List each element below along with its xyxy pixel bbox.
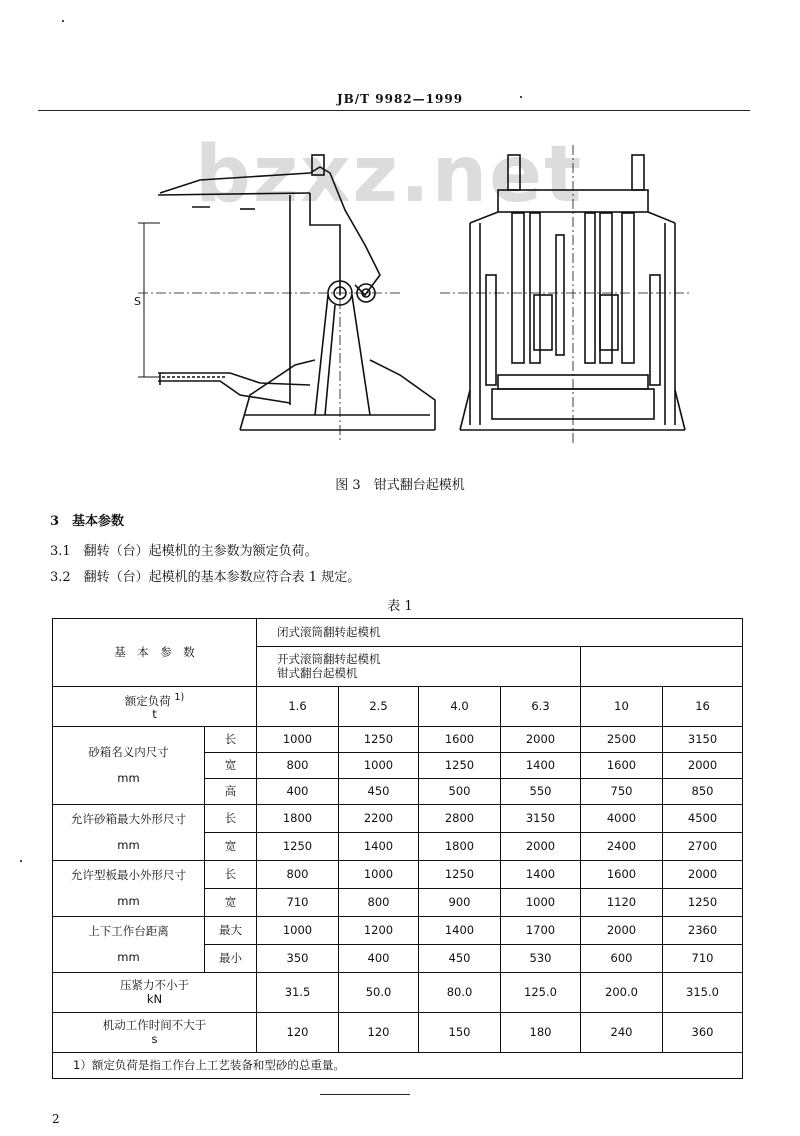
label-working-time [53,1013,257,1053]
table-cell: 10 [581,687,663,727]
table-cell: 31.5 [257,973,339,1013]
table-cell: 2000 [501,727,581,753]
side-view-drawing [138,155,435,440]
clause-3-1: 3.1 翻转（台）起模机的主参数为额定负荷。 [50,544,318,559]
table-caption: 表 1 [387,599,413,614]
table-cell: 550 [501,779,581,805]
footnote-mark: 1) [174,691,185,703]
table-cell: 1700 [501,917,581,945]
table-cell: 400 [339,945,419,973]
group-header-line-2: 钳式翻台起模机 [277,665,358,680]
cell-text: 上下工作台距离 [88,923,169,938]
footer-rule [320,1094,410,1095]
table-cell: 长 [205,805,257,833]
table-cell: 360 [663,1013,743,1053]
front-view-drawing [440,145,690,445]
table-cell: 高 [205,779,257,805]
label-max-flask [53,805,205,861]
table-cell: 120 [339,1013,419,1053]
document-code: JB/T 9982—1999 [336,92,464,106]
label-min-plate [53,861,205,917]
table-cell: 1250 [339,727,419,753]
table-cell: 1400 [419,917,501,945]
table-cell: 710 [663,945,743,973]
parameters-table [52,618,743,1079]
table-cell: 长 [205,861,257,889]
cell-text: mm [117,838,140,853]
table-cell: 710 [257,889,339,917]
table-cell: 900 [419,889,501,917]
table-cell: 2360 [663,917,743,945]
table-cell: 1120 [581,889,663,917]
row-flask-length [53,727,743,753]
table-cell: 1250 [257,833,339,861]
table-cell: 1600 [581,753,663,779]
header-rule [38,110,750,111]
row-distance-max [53,917,743,945]
table-footnote: 1）额定负荷是指工作台上工艺装备和型砂的总重量。 [53,1053,743,1079]
table-cell: 1250 [419,861,501,889]
table-cell: 宽 [205,833,257,861]
table-cell: 800 [257,861,339,889]
table-cell: 240 [581,1013,663,1053]
table-cell: 120 [257,1013,339,1053]
table-cell: 350 [257,945,339,973]
table-cell: 1000 [257,917,339,945]
cell-text: mm [117,771,140,786]
cell-text: mm [117,894,140,909]
table-cell: 850 [663,779,743,805]
label-flask-size [53,727,205,805]
table-cell: 最大 [205,917,257,945]
section-title: 3 基本参数 [50,514,125,529]
row-max-flask-length [53,805,743,833]
table-cell: 150 [419,1013,501,1053]
table-cell: 450 [419,945,501,973]
table-cell: 800 [339,889,419,917]
table-cell: 2200 [339,805,419,833]
table-cell: 最小 [205,945,257,973]
table-cell: 50.0 [339,973,419,1013]
table-cell: 4000 [581,805,663,833]
table-cell: 1600 [581,861,663,889]
table-cell: 16 [663,687,743,727]
table-cell: 2000 [581,917,663,945]
table-cell: 800 [257,753,339,779]
row-footnote [53,1053,743,1079]
cell-text: 允许砂箱最大外形尺寸 [71,811,186,826]
table-cell: 1000 [339,753,419,779]
table-cell: 1600 [419,727,501,753]
clause-3-2: 3.2 翻转（台）起模机的基本参数应符合表 1 规定。 [50,570,361,585]
table-cell: 2800 [419,805,501,833]
technical-drawing [130,145,690,445]
cell-text: 额定负荷 [124,693,171,708]
table-cell: 1400 [501,861,581,889]
figure-caption: 图 3 钳式翻台起模机 [335,478,465,493]
page-number: 2 [52,1112,60,1126]
row-min-plate-length [53,861,743,889]
table-cell: 宽 [205,889,257,917]
table-cell: 1.6 [257,687,339,727]
cell-text: mm [117,950,140,965]
table-cell: 3150 [501,805,581,833]
cell-text: s [151,1031,158,1046]
table-cell: 1800 [257,805,339,833]
cell-text: 机动工作时间不大于 [102,1018,207,1033]
scan-speck [62,20,64,22]
table-cell: 2000 [663,861,743,889]
table-cell: 4.0 [419,687,501,727]
table-cell: 1400 [339,833,419,861]
group-header-blank [581,647,743,687]
table-cell: 2700 [663,833,743,861]
table-cell: 500 [419,779,501,805]
table-cell: 1400 [501,753,581,779]
cell-text: 压紧力不小于 [120,978,189,993]
table-cell: 400 [257,779,339,805]
group-header-line-1: 开式滚筒翻转起模机 [277,652,381,667]
table-cell: 3150 [663,727,743,753]
group-header-open-drum-pincer [257,647,581,687]
cell-text: 砂箱名义内尺寸 [88,744,169,759]
table-cell: 1200 [339,917,419,945]
cell-text: 允许型板最小外形尺寸 [71,867,186,882]
table-cell: 750 [581,779,663,805]
row-working-time [53,1013,743,1053]
cell-text: t [152,706,157,721]
scan-speck [20,860,22,862]
table-cell: 6.3 [501,687,581,727]
table-cell: 2000 [501,833,581,861]
table-cell: 180 [501,1013,581,1053]
table-cell: 600 [581,945,663,973]
table-cell: 450 [339,779,419,805]
param-header: 基 本 参 数 [53,619,257,687]
table-cell: 315.0 [663,973,743,1013]
watermark: bzxz.net [195,130,584,220]
cell-text: kN [146,991,163,1006]
table-cell: 1000 [501,889,581,917]
table-cell: 1000 [339,861,419,889]
table-cell: 530 [501,945,581,973]
table-cell: 125.0 [501,973,581,1013]
table-cell: 80.0 [419,973,501,1013]
table-cell: 1000 [257,727,339,753]
table-cell: 宽 [205,753,257,779]
table-cell: 4500 [663,805,743,833]
table-cell: 长 [205,727,257,753]
table-cell: 1800 [419,833,501,861]
table-cell: 2400 [581,833,663,861]
row-rated-load [53,687,743,727]
dimension-label: S [134,295,141,308]
table-cell: 2500 [581,727,663,753]
table-cell: 200.0 [581,973,663,1013]
label-rated-load [53,687,257,727]
group-header-closed-drum: 闭式滚筒翻转起模机 [257,619,743,647]
table-cell: 2.5 [339,687,419,727]
table-cell: 1250 [663,889,743,917]
table-cell: 1250 [419,753,501,779]
table-cell: 2000 [663,753,743,779]
label-distance [53,917,205,973]
row-clamp-force [53,973,743,1013]
scan-speck [520,96,522,98]
label-clamp [53,973,257,1013]
